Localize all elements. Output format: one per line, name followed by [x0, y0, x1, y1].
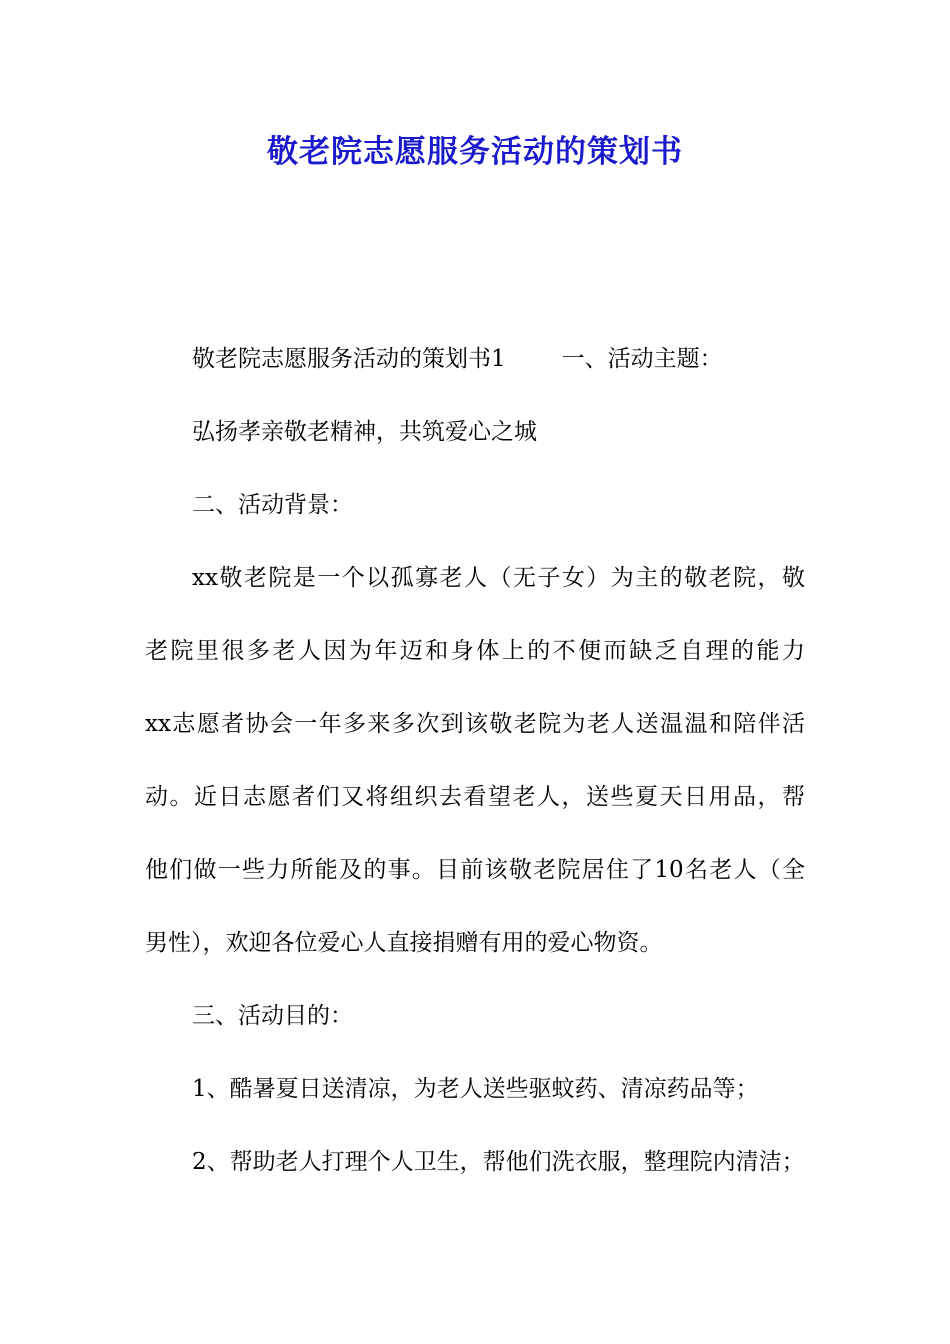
section-heading: 二、活动背景：: [192, 492, 353, 518]
document-title: 敬老院志愿服务活动的策划书: [267, 134, 683, 170]
paragraph-line: 动。近日志愿者们又将组织去看望老人，送些夏天日用品，帮: [145, 784, 805, 810]
list-item: 1、酷暑夏日送清凉，为老人送些驱蚊药、清凉药品等；: [192, 1076, 759, 1102]
paragraph-line: 男性），欢迎各位爱心人直接捐赠有用的爱心物资。: [145, 930, 663, 956]
section-heading-inline: 敬老院志愿服务活动的策划书1: [192, 346, 506, 372]
section-heading: 三、活动目的：: [192, 1003, 353, 1029]
paragraph-line: xx敬老院是一个以孤寡老人（无子女）为主的敬老院，敬: [192, 565, 805, 591]
section-heading: 一、活动主题：: [561, 346, 723, 372]
paragraph-line: 老院里很多老人因为年迈和身体上的不便而缺乏自理的能力: [145, 638, 805, 664]
paragraph-line: xx志愿者协会一年多来多次到该敬老院为老人送温温和陪伴活: [145, 711, 805, 737]
document-body: [145, 335, 810, 1211]
paragraph-line: 弘扬孝亲敬老精神，共筑爱心之城: [192, 419, 537, 445]
paragraph-line: 他们做一些力所能及的事。目前该敬老院居住了10名老人（全: [145, 857, 805, 883]
paragraph-line: [145, 335, 810, 408]
list-item: 2、帮助老人打理个人卫生，帮他们洗衣服，整理院内清洁；: [192, 1149, 805, 1175]
